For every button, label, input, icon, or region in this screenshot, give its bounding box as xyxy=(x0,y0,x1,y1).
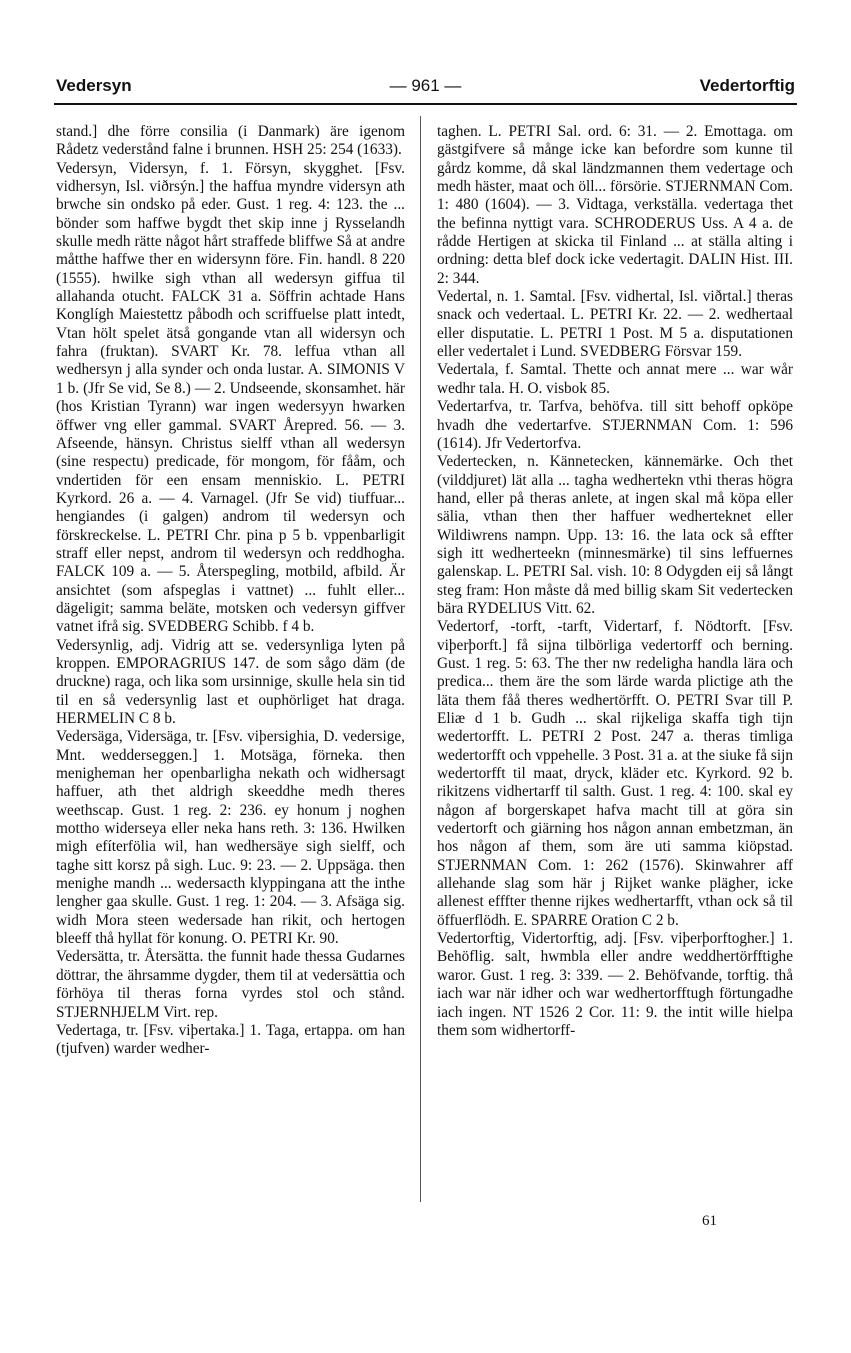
entry-vedertal: Vedertal, n. 1. Samtal. [Fsv. vidhertal, Isl. viðrtal.] theras snack och vedertaal. L. PETRI Kr. 22. — 2. wedhertaal eller disputatie. L. PETRI 1 Post. M 5 a. disputationen eller vedertalet i Lund. SVEDBERG Försvar 159. xyxy=(437,288,793,361)
column-divider xyxy=(420,116,421,1202)
header-rule xyxy=(54,103,797,105)
entry-vedertaga: Vedertaga, tr. [Fsv. viþertaka.] 1. Taga, ertappa. om han (tjufven) warder wedher- xyxy=(56,1021,405,1058)
entry-vedertaga-continued: taghen. L. PETRI Sal. ord. 6: 31. — 2. Emottaga. om gästgifvere så månge icke kan befordre som kunne til gårdz komme, då skal ländzmannen them vedertage och medh häster, maat och öll... försörie. STJERNMAN Com. 1: 480 (1604). — 3. Vidtaga, verkställa. vedertaga thet the befinna nyttigt vara. SCHRODERUS Uss. A 4 a. de rådde Hertigen at skicka til Finland ... at ställa alting i ordning: detta blef dock icke vedertagit. DALIN Hist. III. 2: 344. xyxy=(437,123,793,287)
entry-continuation: stand.] dhe förre consilia (i Danmark) äre igenom Rådetz vederstånd falne i brunnen. HSH 25: 254 (1633). xyxy=(56,123,405,159)
entry-vedersynlig: Vedersynlig, adj. Vidrig att se. vedersynliga lyten på kroppen. EMPORAGRIUS 147. de som sågo däm (de druckne) raga, och lika som ursinnige, skulle hela sin tid til en så vedersynlig last et ouphörliget hat draga. HERMELIN C 8 b. xyxy=(56,636,405,727)
entry-vedertala: Vedertala, f. Samtal. Thette och annat mere ... war wår wedhr tala. H. O. visbok 85. xyxy=(437,361,793,397)
entry-vedertarfva: Vedertarfva, tr. Tarfva, behöfva. till sitt behoff opköpe hvadh dhe vedertarfve. STJERNMAN Com. 1: 596 (1614). Jfr Vedertorfva. xyxy=(437,398,793,452)
signature-mark: 61 xyxy=(702,1213,717,1229)
page-number: — 961 — xyxy=(389,76,462,95)
entry-vedertorftig: Vedertorftig, Vidertorftig, adj. [Fsv. viþerþorftogher.] 1. Behöflig. salt, hwmbla eller andre weddhertörfftighe waror. Gust. 1 reg. 3: 339. — 2. Behöfvande, torftig. thå iach war när idher och war wedhertorfftugh förtungadhe iach ingen. NT 1526 2 Cor. 11: 9. the intit wille hielpa them som widhertorff- xyxy=(437,930,793,1039)
left-column xyxy=(56,123,405,1059)
header-first-headword: Vedersyn xyxy=(56,76,132,95)
entry-vedertorf: Vedertorf, -torft, -tarft, Vidertarf, f. Nödtorft. [Fsv. viþerþorft.] få sijna tilbörliga vedertorff och berning. Gust. 1 reg. 5: 63. The ther nw redeligha handla lära och predica... them äre the som lärde warda plictige ath the läta them fåå theres wedhertörfft. O. PETRI Svar till P. Eliæ d 1 b. Gudh ... skal rijkeliga skaffa tigh tijn wedertorfft. L. PETRI 2 Post. 247 a. theras timliga wedertorfft och vppehelle. 3 Post. 31 a. at the siuke få sijn wedertorfft til maat, dryck, kläder etc. Kyrkord. 92 b. rikitzens vidhertarff til salth. Gust. 1 reg. 4: 100. skal ey någon af borgerskapet hafva macht till at göra sin vedertorft och giärning hos någon annan embetzman, än hos någon af them, som äre uti samma kiöpstad. STJERNMAN Com. 1: 262 (1576). Skinwahrer aff allehande slag som här j Rijket wanke plägher, icke allenest efffter thenne rijkes wedhertarfft, vthan ock så til öffuerflödh. E. SPARRE Oration C 2 b. xyxy=(437,618,793,929)
right-column xyxy=(437,123,793,1040)
running-header xyxy=(56,76,795,102)
entry-vedersaga: Vedersäga, Vidersäga, tr. [Fsv. viþersighia, D. vedersige, Mnt. wedderseggen.] 1. Motsäga, förneka. then menigheman her openbarligha nekath och widhersagt haffuer, ath thet aldrigh skeeddhe medh theres weethscap. Gust. 1 reg. 2: 236. ey honum j noghen mottho widerseya eller neka hans reth. 3: 136. Hwilken migh efíterfölia wil, han wedhersäye sigh sielff, och taghe sitt korsz på sigh. Luc. 9: 23. — 2. Uppsäga. then menighe mandh ... wedersacth klyppingana att the inthe lengher gaa skulle. Gust. 1 reg. 1: 204. — 3. Afsäga sig. widh Mora steen wedersade han rikit, och hertogen bleeff thå hyllat för konung. O. PETRI Kr. 90. xyxy=(56,728,405,948)
header-last-headword: Vedertorftig xyxy=(699,76,795,95)
entry-vedersatta: Vedersätta, tr. Återsätta. the funnit hade thessa Gudarnes döttrar, the ährsamme dygder, them til at vedersättia och förhöya til theras forna vyrdes stol och stånd. STJERNHJELM Virt. rep. xyxy=(56,948,405,1021)
entry-vedertecken: Vedertecken, n. Kännetecken, kännemärke. Och thet (vilddjuret) lät alla ... tagha wedhertekn vthi theras högra hand, eller på theras anlete, at ingen skal må köpa eller sälia, vthan then ther haffuer wedherteknet eller Wildiwrens nampn. Upp. 13: 16. the lata ock så effter sigh itt wedherteekn (minnesmärke) til sins leffuernes galenskap. L. PETRI Sal. vish. 10: 8 Odygden eij så långt steg fram: Hon måste då med billig skam Sit vedertecken bära RYDELIUS Vitt. 62. xyxy=(437,453,793,617)
entry-vedersyn: Vedersyn, Vidersyn, f. 1. Försyn, skygghet. [Fsv. vidhersyn, Isl. viðrsýn.] the haffua myndre vidersyn ath brwche sin ondsko på eder. Gust. 1 reg. 4: 123. the ... bönder som haffwe bygdt thet skip inne j Rysselandh skulle medh rätte något hårt straffede bliffwe Så at andre måtthe haffwe ther en widersynn före. Fin. handl. 8 220 (1555). hwilke sigh vthan all wedersyn giffua til allahanda otucht. FALCK 31 a. Söffrin achtade Hans Konglígh Maiestettz påbodh och scriffuelse platt intedt, Vtan hölt spelet ätså gongande vtan all widersyn och fahra (fruktan). SVART Kr. 78. leffua vthan all wedhersyn j alla synder och onda lustar. A. SIMONIS V 1 b. (Jfr Se vid, Se 8.) — 2. Undseende, skonsamhet. här (hos Kristian Tyrann) war ingen wedersyyn hwarken öffwer vng eller gammal. SVART Årepred. 56. — 3. Afseende, hänsyn. Christus sielff vthan all wedersyn (sine respectu) predicade, för mongom, för fååm, och vndertiden för een ensam menniskio. L. PETRI Kyrkord. 26 a. — 4. Varnagel. (Jfr Se vid) tiuffuar... hengiandes (i galgen) androm til wedersyn och förskreckelse. L. PETRI Chr. pina p 5 b. vppenbarligit straff eller nepst, androm til wedersyn och reddhogha. FALCK 109 a. — 5. Återspegling, motbild, afbild. Är ansichtet (som afspeglas i vattnet) ... fuhlt eller... dägeligit; samma beläte, motsken och vedersyn giffver vatnet ifrå sig. SVEDBERG Schibb. f 4 b. xyxy=(56,159,405,636)
